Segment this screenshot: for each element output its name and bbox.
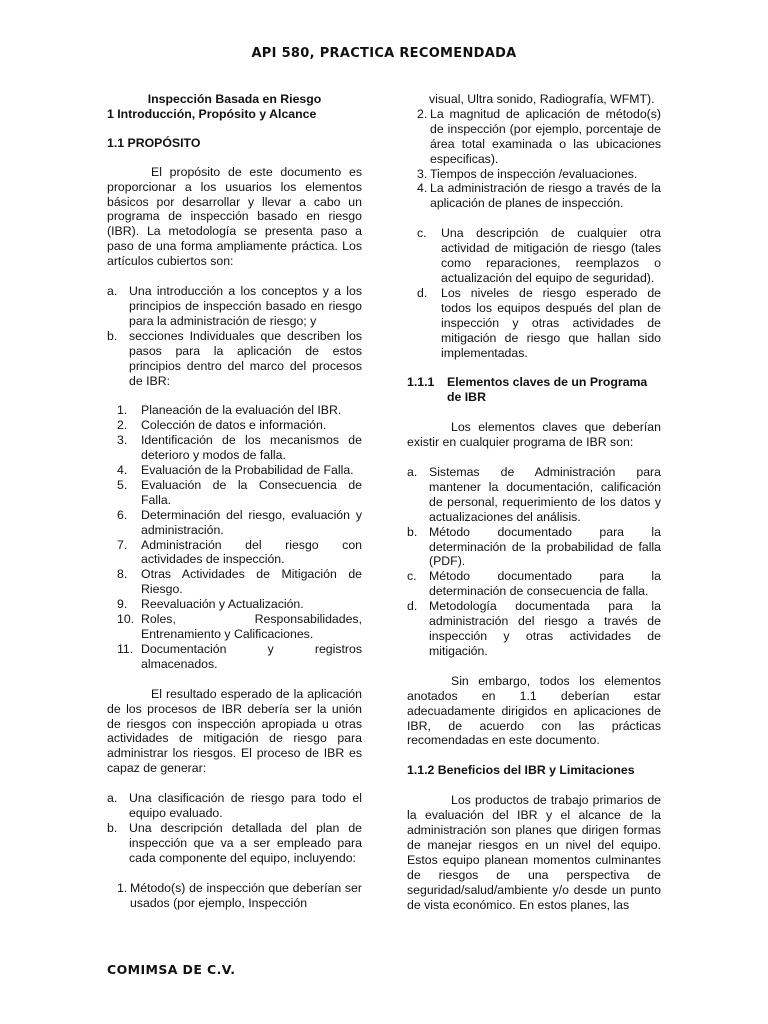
sub-list-item [107,881,362,911]
list-text: Método documentado para la determinación de consecuencia de falla. [429,569,661,599]
step-text: Identificación de los mecanismos de deterioro y modos de falla. [141,433,362,463]
step-text: Reevaluación y Actualización. [141,597,304,612]
step-text: Otras Actividades de Mitigación de Riesgo. [141,567,362,597]
right-column [407,92,661,913]
sub-list-marker: 4. [417,181,428,196]
list-item [107,329,362,389]
result-paragraph: El resultado esperado de la aplicación de los procesos de IBR debería ser la unión de riesgos con inspección apropiada u otras actividades de mitigación de riesgo para administrar los riesgos. El proceso de IBR es capaz de generar: [107,686,362,776]
list-item [407,525,661,570]
footer-company: COMIMSA DE C.V. [107,962,236,977]
chapter-heading: 1 Introducción, Propósito y Alcance [107,106,317,121]
step-number: 10. [117,612,135,627]
list-item [407,226,661,286]
list-text: Los niveles de riesgo esperado de todos los equipos después del plan de inspección y otras actividades de mitigación de riesgo que hallan sido implementadas. [441,285,661,360]
step-number: 6. [117,507,128,522]
list-marker: a. [407,465,418,480]
sub-list-item [407,181,661,211]
sub-list-item [407,107,661,167]
list-text: Sistemas de Administración para mantener la documentación, calificación de personal, requerimiento de los datos y actualizaciones del análisis. [429,465,661,524]
list-marker: d. [417,285,428,300]
step-text: Colección de datos e información. [141,418,327,433]
sub-list-marker: 3. [417,166,428,181]
list-text: Una descripción detallada del plan de inspección que va a ser empleado para cada componente del equipo, incluyendo: [129,820,362,865]
however-paragraph: Sin embargo, todos los elementos anotados en 1.1 deberían estar adecuadamente dirigidos en aplicaciones de IBR, de acuerdo con las prácticas recomendadas en este documento. [407,673,661,748]
sub-list-text: Tiempos de inspección /evaluaciones. [430,166,638,181]
step-number: 4. [117,463,128,478]
sub-list-item [407,167,661,182]
step-item [107,463,362,478]
list-marker: c. [407,569,417,584]
list-marker: a. [107,284,118,299]
step-number: 5. [117,477,128,492]
step-item [107,612,362,642]
step-number: 9. [117,597,128,612]
section-heading-purpose: 1.1 PROPÓSITO [107,135,201,150]
sub-list-text: La magnitud de aplicación de método(s) de inspección (por ejemplo, porcentaje de área total examinada o las ubicaciones especificas). [430,106,661,166]
step-text: Planeación de la evaluación del IBR. [141,403,342,418]
list-item [407,569,661,599]
list-text: Método documentado para la determinación de la probabilidad de falla (PDF). [429,524,661,569]
list-marker: b. [107,820,118,835]
step-item [107,567,362,597]
list-item [107,284,362,329]
step-item [107,478,362,508]
sub-list-text: La administración de riesgo a través de la aplicación de planes de inspección. [430,181,661,211]
page-title: API 580, PRACTICA RECOMENDADA [251,46,517,61]
left-column [107,92,362,911]
step-item [107,403,362,418]
doc-heading: Inspección Basada en Riesgo [147,92,322,106]
benefits-paragraph: Los productos de trabajo primarios de la evaluación del IBR y el alcance de la administración son planes que dirigen formas de manejar riesgos en un nivel del equipo. Estos equipo planean momentos culminantes de riesgos de una perspectiva de seguridad/salud/ambiente y/o desde un punto de vista económico. En estos planes, las [407,793,661,912]
step-number: 7. [117,537,128,552]
step-number: 8. [117,567,128,582]
step-text: Roles, Responsabilidades, Entrenamiento y Calificaciones. [141,612,362,641]
section-number: 1.1.1 [407,375,435,390]
list-marker: b. [407,524,418,539]
step-item [107,508,362,538]
step-item [107,597,362,612]
list-marker: b. [107,328,118,343]
list-marker: a. [107,791,118,806]
step-text: Administración del riesgo con actividades de inspección. [141,537,362,567]
list-item [407,286,661,361]
key-elements-intro: Los elementos claves que deberían existir en cualquier programa de IBR son: [407,420,661,450]
step-number: 1. [117,403,128,418]
list-text: Una descripción de cualquier otra actividad de mitigación de riesgo (tales como reparaciones, reemplazos o actualización del equipo de seguridad). [441,226,661,285]
step-number: 11. [117,641,134,656]
step-text: Determinación del riesgo, evaluación y administración. [141,507,362,537]
section-heading-benefits: 1.1.2 Beneficios del IBR y Limitaciones [407,763,635,778]
sub-list-text: Método(s) de inspección que deberían ser usados (por ejemplo, Inspección [130,880,362,910]
step-item [107,538,362,568]
list-item [107,791,362,821]
step-number: 3. [117,433,128,448]
step-item [107,642,362,672]
list-text: Una clasificación de riesgo para todo el equipo evaluado. [129,791,362,821]
sub-list-marker: 2. [417,106,428,121]
list-item [107,821,362,866]
list-item [407,465,661,525]
steps-list [107,403,362,671]
list-item [407,599,661,659]
sub-list-marker: 1. [117,880,128,895]
step-item [107,418,362,433]
list-marker: c. [417,226,427,241]
purpose-paragraph: El propósito de este documento es proporcionar a los usuarios los elementos básicos por desarrollar y llevar a cabo un programa de inspección basado en riesgo (IBR). La metodología se presenta paso a paso de una forma ampliamente práctica. Los artículos cubiertos son: [107,164,362,269]
step-text: Documentación y registros almacenados. [141,641,362,671]
list-marker: d. [407,599,418,614]
section-title: Elementos claves de un Programa de IBR [447,375,648,405]
continued-text: visual, Ultra sonido, Radiografía, WFMT). [429,92,655,106]
list-text: Una introducción a los conceptos y a los principios de inspección basado en riesgo para la administración de riesgo; y [129,284,362,328]
step-text: Evaluación de la Consecuencia de Falla. [141,477,362,507]
step-text: Evaluación de la Probabilidad de Falla. [141,463,354,478]
list-text: secciones Individuales que describen los pasos para la aplicación de estos principios dentro del marco del procesos de IBR: [129,328,362,388]
list-text: Metodología documentada para la administración del riesgo a través de inspección y otras actividades de mitigación. [429,599,661,658]
section-heading-key-elements [407,375,661,405]
step-item [107,433,362,463]
step-number: 2. [117,418,128,433]
